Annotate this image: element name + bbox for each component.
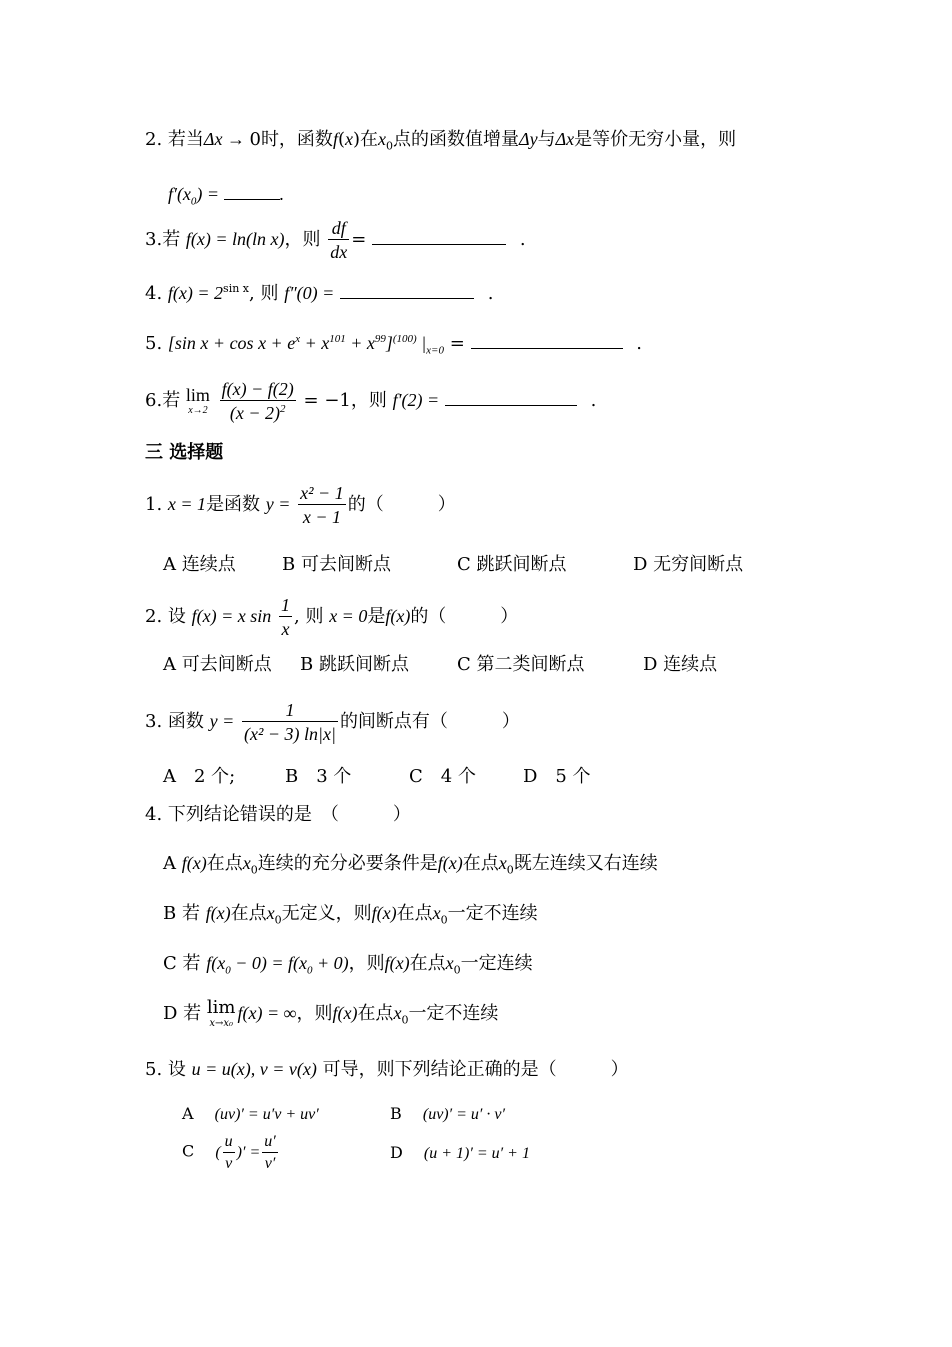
option-b[interactable]	[163, 903, 538, 927]
answer-blank[interactable]	[224, 183, 280, 200]
math-expression: u = u(x), v = v(x)	[191, 1059, 317, 1079]
option-d[interactable]: D 无穷间断点	[633, 554, 744, 575]
reciprocal-fraction	[279, 596, 292, 638]
question-text: 的（ ）	[347, 494, 456, 515]
question-number: 3. 函数	[145, 711, 204, 732]
exponent: x	[295, 333, 301, 345]
option-label: C	[182, 1141, 195, 1161]
terminator: .	[636, 333, 642, 354]
question-text: 时，函数	[260, 129, 333, 150]
subscript: 0	[225, 964, 231, 977]
expression-part: + x	[345, 333, 375, 353]
math-expression: (uv)′ = u′v + uv′	[214, 1106, 319, 1123]
derivative-expression: f′(2) =	[392, 390, 440, 410]
math-expression: x	[432, 903, 441, 923]
derivative-fraction	[328, 219, 349, 261]
math-expression: (u + 1)′ = u′ + 1	[423, 1145, 530, 1162]
choice-question-5	[145, 1060, 629, 1079]
expression-part: f(x	[206, 953, 226, 973]
fraction-numerator: 1	[281, 595, 290, 615]
limit-label: lim	[206, 997, 236, 1018]
option-text: 在点	[230, 903, 267, 924]
question-text: 是等价无穷小量，则	[574, 129, 737, 150]
exponent: 2	[280, 403, 286, 415]
equals: = −1	[303, 390, 351, 411]
option-a[interactable]	[163, 853, 658, 877]
option-text: 在点	[396, 903, 433, 924]
question-text: 与	[537, 129, 556, 150]
choice-question-2	[145, 596, 518, 638]
option-c[interactable]	[182, 1134, 280, 1172]
question-number: 5. 设	[145, 1059, 186, 1080]
option-label: C 若	[163, 953, 201, 974]
expression-part: − 0) = f(x	[230, 953, 307, 973]
math-expression: f(x)	[437, 853, 463, 873]
derivative-expression: f″(0) =	[284, 283, 335, 303]
answer-rhs: ) =	[196, 184, 220, 204]
choice-question-3	[145, 701, 520, 743]
option-d[interactable]	[390, 1145, 530, 1162]
choice-question-4: 4. 下列结论错误的是 （ ）	[145, 804, 411, 825]
fraction-numerator: f(x) − f(2)	[221, 379, 294, 399]
math-expression: y =	[265, 494, 291, 514]
option-text: 在点	[462, 853, 499, 874]
subscript: 0	[250, 863, 258, 877]
option-d[interactable]: D 连续点	[643, 654, 718, 675]
option-text: 一定不连续	[447, 903, 538, 924]
question-text: 的（ ）	[410, 606, 519, 627]
option-a[interactable]	[182, 1106, 319, 1123]
fraction-numerator: u′	[262, 1134, 278, 1153]
option-b[interactable]: B 可去间断点	[282, 554, 391, 575]
expression-part: )′ =	[236, 1143, 261, 1161]
subscript: 0	[506, 863, 514, 877]
math-expression	[215, 1133, 279, 1172]
limit	[207, 999, 236, 1029]
option-c[interactable]	[163, 953, 533, 977]
limit-subscript: x→x₀	[209, 1018, 234, 1029]
fill-question-2-answer: $f'(x_0)$ = .	[168, 184, 285, 208]
math-expression: y =	[209, 711, 235, 731]
question-number: 2.	[145, 129, 163, 150]
question-text: , 则	[249, 283, 279, 304]
exponent: 99	[374, 333, 386, 345]
option-c[interactable]: C 跳跃间断点	[457, 554, 567, 575]
equals: =	[351, 229, 367, 250]
fill-question-3	[145, 219, 526, 261]
math-expression: f(x)	[205, 903, 231, 923]
answer-blank[interactable]	[445, 389, 577, 406]
question-text: 点的函数值增量	[393, 129, 520, 150]
answer-blank[interactable]	[340, 282, 474, 299]
exponent: sin x	[223, 282, 249, 295]
math-expression: f(x)	[181, 853, 207, 873]
subscript: 0	[453, 963, 461, 977]
exponent: 101	[329, 333, 346, 345]
function-fraction	[242, 701, 338, 743]
question-number: 4.	[145, 283, 163, 304]
option-text: 在点	[206, 853, 243, 874]
fill-question-4	[145, 282, 494, 303]
option-a[interactable]: A 2 个;	[163, 766, 236, 787]
option-a[interactable]: A 连续点	[163, 554, 236, 575]
function-expression: f(x) = x sin	[191, 606, 272, 626]
subscript: 0	[401, 1013, 409, 1027]
answer-blank[interactable]	[372, 228, 506, 245]
question-text: 是函数	[206, 494, 261, 515]
question-number: 6.	[145, 390, 163, 411]
option-text: 在点	[357, 1003, 394, 1024]
option-b[interactable]: B 3 个	[285, 766, 352, 787]
math-expression: x	[266, 903, 275, 923]
option-b[interactable]	[390, 1106, 505, 1123]
option-c[interactable]: C 第二类间断点	[457, 654, 585, 675]
fill-question-5	[145, 332, 642, 357]
math-expression: x = 0	[329, 606, 368, 626]
equals: =	[449, 333, 465, 354]
fraction-denominator: x	[281, 619, 290, 639]
option-label: B 若	[163, 903, 200, 924]
question-number: 1.	[145, 494, 163, 515]
answer-blank[interactable]	[471, 332, 623, 349]
question-text: ，则	[350, 390, 387, 411]
expression-part: ]	[385, 333, 393, 353]
question-text: 若当	[167, 129, 204, 150]
math-expression: x = 1	[167, 494, 207, 514]
math-expression: x	[445, 953, 454, 973]
fraction-denominator: dx	[330, 242, 348, 262]
question-text: 若	[162, 390, 181, 411]
math-expression: x	[242, 853, 251, 873]
fraction-denominator: (x² − 3) ln|x|	[244, 724, 336, 744]
question-number: 5.	[145, 333, 163, 354]
option-text: ，则	[296, 1003, 333, 1024]
question-text: ，则	[284, 229, 321, 250]
limit-label: lim	[185, 385, 210, 405]
fraction-numerator: x² − 1	[300, 483, 344, 503]
expression-part: [sin x + cos x + e	[167, 333, 296, 353]
expression-part: (	[215, 1143, 221, 1161]
math-expression	[206, 953, 349, 977]
fill-question-2: 2. 若当Δx → 0时，函数f(x)在$x_0$点的函数值增量Δy与Δx是等价无穷小量，则	[145, 129, 737, 153]
question-text: , 则	[294, 606, 324, 627]
fraction-numerator: df	[328, 219, 349, 240]
section-title: 三 选择题	[145, 442, 224, 463]
fraction-denominator: x − 1	[302, 507, 342, 527]
question-text: 可导，则下列结论正确的是（ ）	[322, 1059, 629, 1080]
expression: [sin $x + \cos x + e^x + x^{101} + x^{99}]^{(100)}$ $|_{x=0}$	[167, 333, 444, 357]
option-label: D	[390, 1143, 403, 1162]
fraction-denominator: v	[225, 1155, 233, 1172]
choice-question-1	[145, 484, 456, 526]
question-text: 在	[360, 129, 379, 150]
option-b[interactable]: B 跳跃间断点	[300, 654, 409, 675]
subscript: 0	[307, 964, 313, 977]
math-expression: f(x)	[332, 1003, 358, 1023]
option-text: ，则	[348, 953, 385, 974]
option-c[interactable]: C 4 个	[409, 766, 476, 787]
fill-question-6	[145, 380, 596, 422]
option-text: 无定义，则	[281, 903, 372, 924]
question-text: 是	[367, 606, 386, 627]
math-expression: f(x) = ∞	[237, 1003, 297, 1023]
option-text: 一定不连续	[408, 1003, 499, 1024]
fraction-numerator: 1	[242, 701, 338, 722]
terminator: .	[279, 184, 285, 204]
option-label: A	[182, 1104, 194, 1123]
subscript: 0	[440, 913, 448, 927]
limit-fraction	[220, 380, 296, 422]
option-label: D 若	[163, 1003, 202, 1024]
question-number: 2. 设	[145, 606, 186, 627]
math-expression: f(x)	[384, 953, 410, 973]
option-d[interactable]: D 5 个	[523, 766, 591, 787]
fraction-numerator: u	[223, 1134, 235, 1153]
limit	[186, 386, 210, 416]
math-expression: x	[393, 1003, 402, 1023]
option-label: A	[163, 853, 176, 874]
limit-subscript: x→2	[188, 405, 208, 416]
question-text: 若	[162, 229, 181, 250]
question-number: 3.	[145, 229, 163, 250]
expression-part: + x	[300, 333, 330, 353]
fraction-denominator: (x − 2)	[229, 403, 281, 423]
math-expression: x	[498, 853, 507, 873]
function-fraction	[298, 484, 346, 526]
option-label: B	[390, 1104, 402, 1123]
expression-part: + 0)	[312, 953, 349, 973]
function-expression: f(x) = ln(ln x)	[185, 229, 285, 249]
fraction-denominator: v′	[264, 1155, 276, 1172]
question-text: 的间断点有（ ）	[339, 711, 520, 732]
option-text: 一定连续	[460, 953, 533, 974]
option-text: 在点	[409, 953, 446, 974]
derivative-order: (100)	[392, 333, 417, 345]
math-expression: f(x)	[385, 606, 411, 626]
evaluation-point: x=0	[426, 344, 444, 357]
math-expression: f(x)	[371, 903, 397, 923]
function-expression: f(x) = 2	[167, 283, 224, 303]
answer-lhs: f′(x	[168, 184, 191, 204]
terminator: .	[590, 390, 597, 411]
terminator: .	[487, 283, 494, 304]
subscript: 0	[274, 913, 282, 927]
option-text: 既左连续又右连续	[513, 853, 658, 874]
terminator: .	[519, 229, 526, 250]
option-d[interactable]	[163, 999, 498, 1029]
option-text: 连续的充分必要条件是	[257, 853, 438, 874]
option-a[interactable]: A 可去间断点	[163, 654, 272, 675]
math-expression: (uv)′ = u′ · v′	[422, 1106, 506, 1123]
